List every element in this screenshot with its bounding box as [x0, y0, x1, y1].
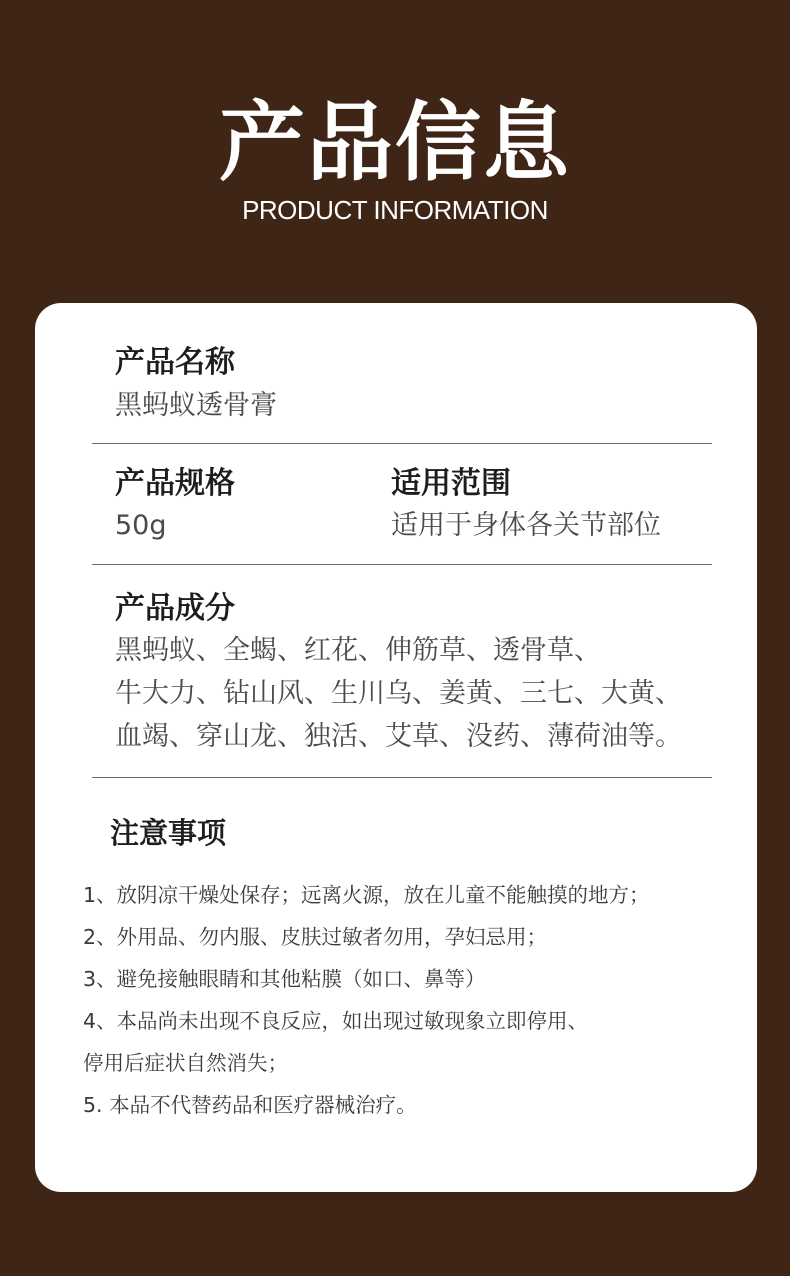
notice-item: 5. 本品不代替药品和医疗器械治疗。: [83, 1093, 417, 1117]
page-title: 产品信息: [219, 92, 571, 193]
ingredients-line: 牛大力、钻山风、生川乌、姜黄、三七、大黄、: [115, 678, 682, 709]
divider: [92, 443, 712, 444]
product-name-value: 黑蚂蚁透骨膏: [115, 390, 277, 421]
product-name-label: 产品名称: [115, 345, 235, 380]
notice-title: 注意事项: [110, 816, 227, 850]
notice-item: 3、避免接触眼睛和其他粘膜（如口、鼻等）: [83, 967, 486, 991]
page-subtitle: PRODUCT INFORMATION: [242, 195, 548, 225]
ingredients-line: 血竭、穿山龙、独活、艾草、没药、薄荷油等。: [115, 721, 682, 752]
divider: [92, 777, 712, 778]
ingredients-line: 黑蚂蚁、全蝎、红花、伸筋草、透骨草、: [115, 635, 601, 666]
notice-item: 4、本品尚未出现不良反应，如出现过敏现象立即停用、: [83, 1009, 589, 1033]
ingredients-label: 产品成分: [115, 591, 235, 626]
divider: [92, 564, 712, 565]
ingredients-list: [115, 629, 725, 758]
usage-label: 适用范围: [391, 466, 511, 501]
notice-item: 2、外用品、勿内服、皮肤过敏者勿用，孕妇忌用；: [83, 925, 548, 949]
notice-item: 1、放阴凉干燥处保存；远离火源，放在儿童不能触摸的地方；: [83, 883, 650, 907]
usage-value: 适用于身体各关节部位: [391, 510, 661, 541]
spec-label: 产品规格: [115, 466, 235, 501]
info-card: [35, 303, 757, 1192]
spec-value: 50g: [115, 510, 167, 541]
notice-list: [83, 874, 743, 1126]
notice-item-continuation: 停用后症状自然消失；: [83, 1051, 288, 1075]
